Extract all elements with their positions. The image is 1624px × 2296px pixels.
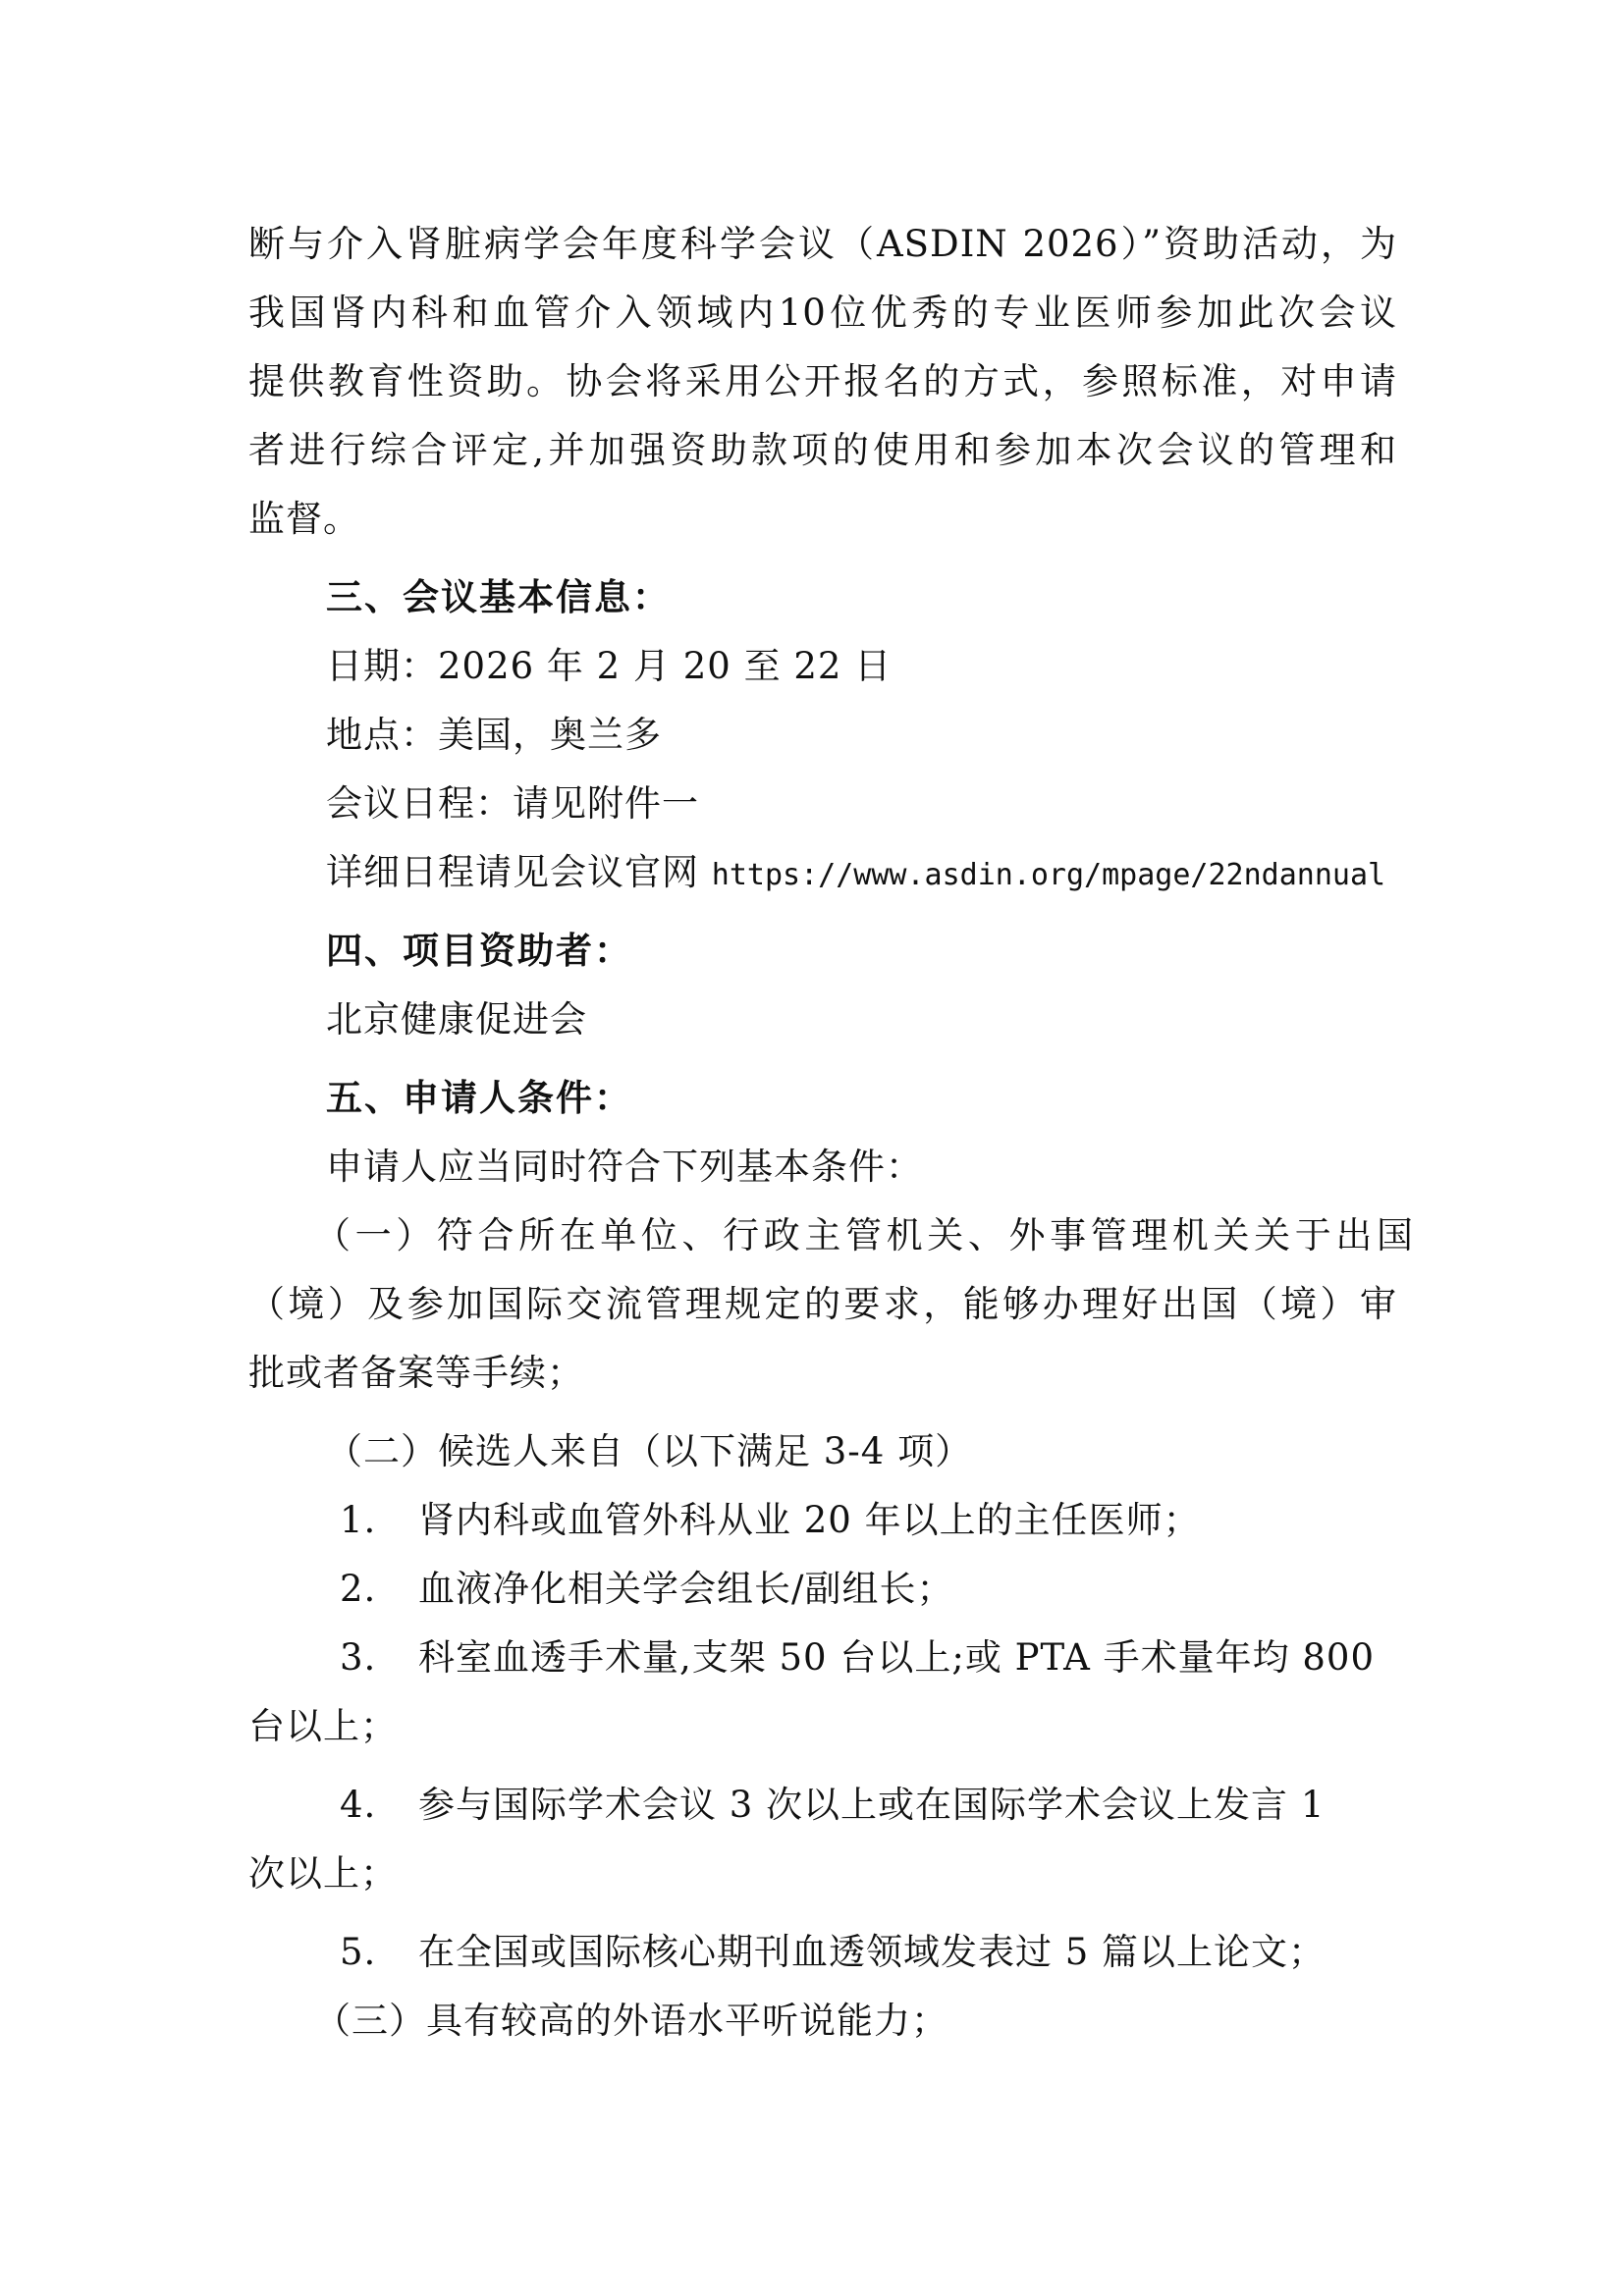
meeting-agenda: 会议日程：请见附件一 (326, 782, 699, 825)
meeting-detail (326, 843, 1504, 902)
list-item-text: 肾内科或血管外科从业 20 年以上的主任医师； (418, 1499, 1201, 1541)
paragraph-line: 监督。 (248, 498, 360, 540)
requirements-intro: 申请人应当同时符合下列基本条件： (326, 1146, 923, 1188)
list-item-text: 参与国际学术会议 3 次以上或在国际学术会议上发言 1 (418, 1784, 1326, 1826)
section-heading-3: 三、会议基本信息： (326, 576, 671, 618)
list-item-continuation: 台以上； (248, 1705, 398, 1747)
meeting-date: 日期：2026 年 2 月 20 至 22 日 (326, 645, 893, 687)
section-heading-4: 四、项目资助者： (326, 930, 632, 972)
list-item-number: 1. (340, 1499, 377, 1541)
list-item (340, 1491, 1518, 1550)
list-item-number: 2. (340, 1568, 377, 1610)
detail-label: 详细日程请见会议官网 (326, 851, 699, 893)
list-item (340, 1776, 1400, 1835)
condition-1-line: （一）符合所在单位、行政主管机关、外事管理机关关于出国 (314, 1214, 1414, 1256)
condition-2: （二）候选人来自（以下满足 3-4 项） (326, 1430, 973, 1472)
list-item-number: 3. (340, 1636, 377, 1679)
paragraph-line: 者进行综合评定,并加强资助款项的使用和参加本次会议的管理和 (248, 429, 1397, 471)
paragraph-line: 我国肾内科和血管介入领域内10位优秀的专业医师参加此次会议 (248, 292, 1397, 334)
list-item-text: 科室血透手术量,支架 50 台以上;或 PTA 手术量年均 800 (418, 1636, 1376, 1679)
list-item-number: 5. (340, 1931, 377, 1973)
condition-1-line: （境）及参加国际交流管理规定的要求，能够办理好出国（境）审 (248, 1283, 1397, 1325)
list-item-text: 血液净化相关学会组长/副组长； (418, 1568, 954, 1610)
list-item-continuation: 次以上； (248, 1852, 398, 1895)
list-item-number: 4. (340, 1784, 377, 1826)
list-item (340, 1629, 1400, 1687)
sponsor-name: 北京健康促进会 (326, 998, 587, 1041)
list-item-text: 在全国或国际核心期刊血透领域发表过 5 篇以上论文； (418, 1931, 1326, 1973)
section-heading-5: 五、申请人条件： (326, 1077, 632, 1119)
paragraph-line: 断与介入肾脏病学会年度科学会议（ASDIN 2026）”资助活动，为 (248, 223, 1397, 265)
list-item (340, 1560, 1518, 1619)
condition-3: （三）具有较高的外语水平听说能力； (314, 2000, 948, 2042)
condition-1-line: 批或者备案等手续； (248, 1352, 584, 1394)
list-item (340, 1923, 1518, 1982)
meeting-place: 地点：美国，奥兰多 (326, 714, 662, 756)
paragraph-line: 提供教育性资助。协会将采用公开报名的方式，参照标准，对申请 (248, 360, 1397, 402)
detail-url-link[interactable]: https://www.asdin.org/mpage/22ndannual (711, 858, 1386, 892)
